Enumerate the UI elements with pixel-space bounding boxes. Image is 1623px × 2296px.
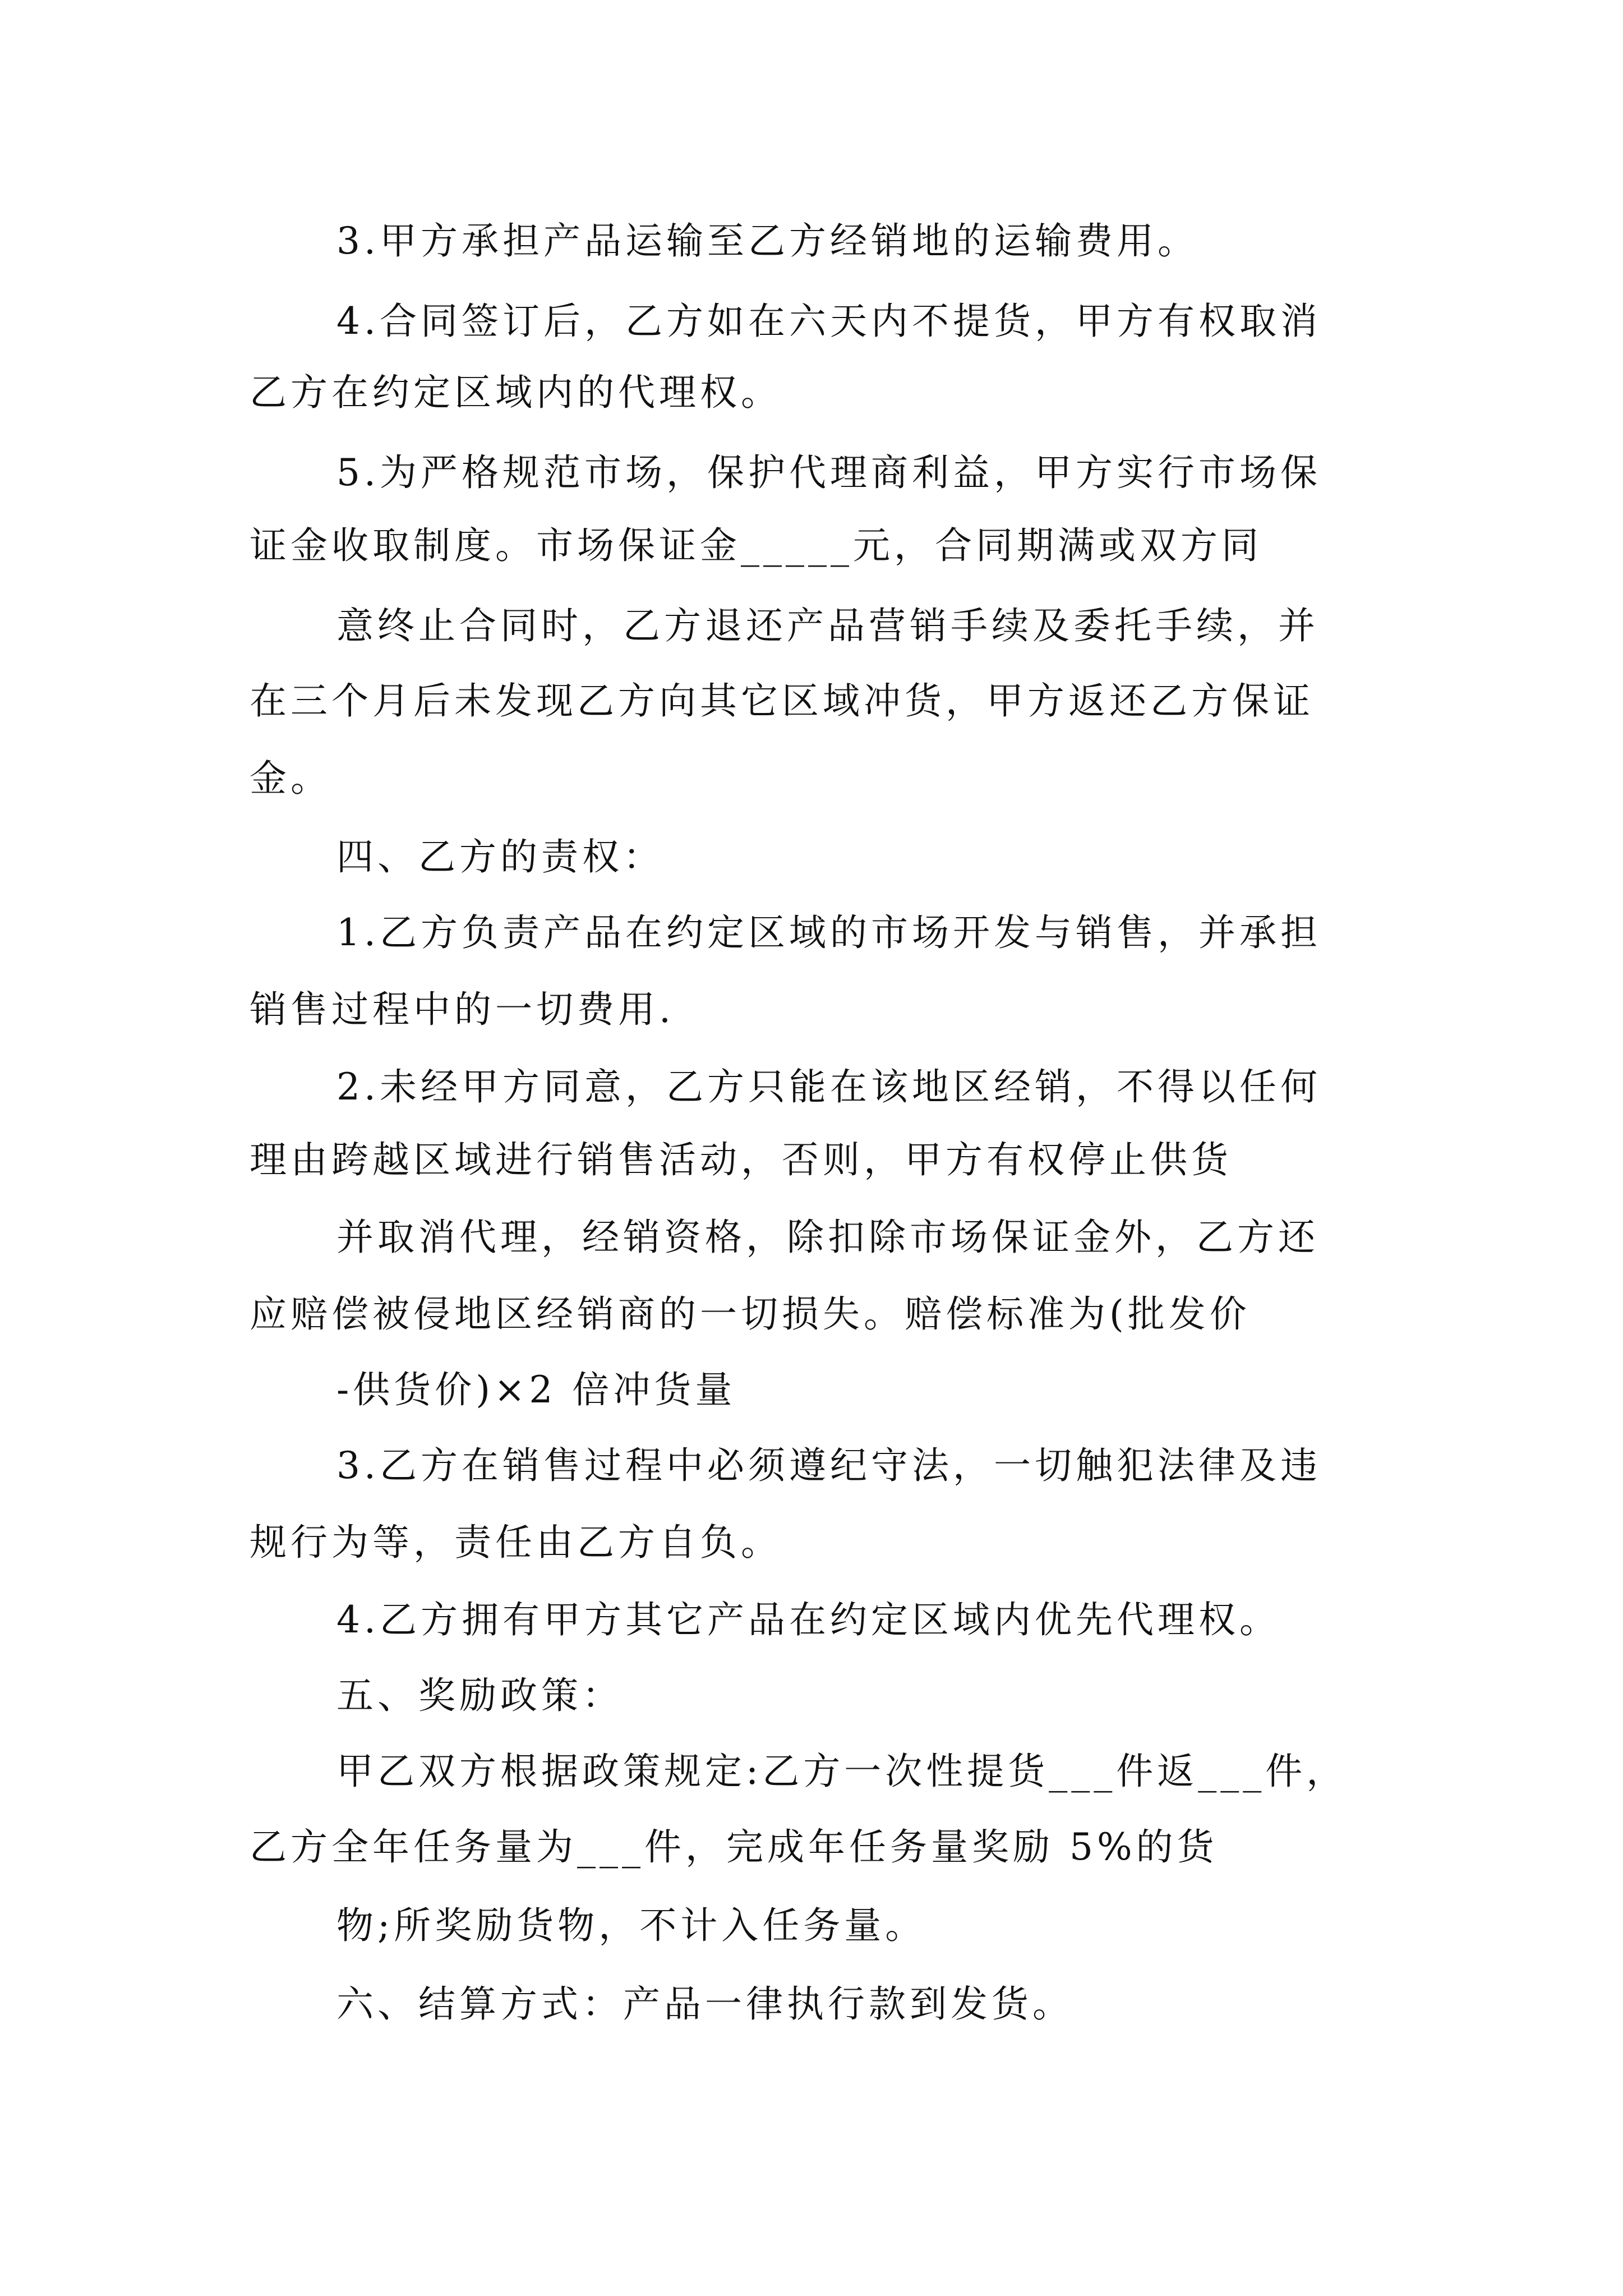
text-line: 理由跨越区域进行销售活动，否则，甲方有权停止供货 [250,1138,1232,1181]
text-line: 3.甲方承担产品运输至乙方经销地的运输费用。 [336,219,1198,263]
section-heading: 六、结算方式：产品一律执行款到发货。 [336,1982,1073,2026]
text-line: 规行为等，责任由乙方自负。 [250,1521,782,1564]
text-line: 在三个月后未发现乙方向其它区域冲货，甲方返还乙方保证 [250,679,1314,723]
text-line: 金。 [250,757,331,800]
text-line: 4.乙方拥有甲方其它产品在约定区域内优先代理权。 [336,1598,1280,1641]
text-line: 乙方在约定区域内的代理权。 [250,371,782,414]
text-line: 甲乙双方根据政策规定:乙方一次性提货___件返___件， [336,1750,1348,1793]
section-heading: 四、乙方的责权： [336,835,664,878]
text-line: 4.合同签订后，乙方如在六天内不提货，甲方有权取消 [336,300,1321,343]
text-line: 2.未经甲方同意，乙方只能在该地区经销，不得以任何 [336,1065,1321,1108]
text-line: 证金收取制度。市场保证金_____元，合同期满或双方同 [250,524,1262,567]
text-line: 意终止合同时，乙方退还产品营销手续及委托手续，并 [336,604,1319,647]
text-line: -供货价)×2 倍冲货量 [336,1368,736,1411]
section-heading: 五、奖励政策： [336,1674,623,1717]
text-line: 物;所奖励货物，不计入任务量。 [336,1904,926,1947]
text-line: 1.乙方负责产品在约定区域的市场开发与销售，并承担 [336,911,1321,954]
text-line: 乙方全年任务量为___件，完成年任务量奖励 5%的货 [250,1825,1218,1869]
text-line: 5.为严格规范市场，保护代理商利益，甲方实行市场保 [336,451,1321,494]
text-line: 应赔偿被侵地区经销商的一切损失。赔偿标准为(批发价 [250,1292,1251,1336]
text-line: 3.乙方在销售过程中必须遵纪守法，一切触犯法律及违 [336,1444,1321,1487]
text-line: 并取消代理，经销资格，除扣除市场保证金外，乙方还 [336,1216,1319,1259]
text-line: 销售过程中的一切费用. [250,988,675,1031]
